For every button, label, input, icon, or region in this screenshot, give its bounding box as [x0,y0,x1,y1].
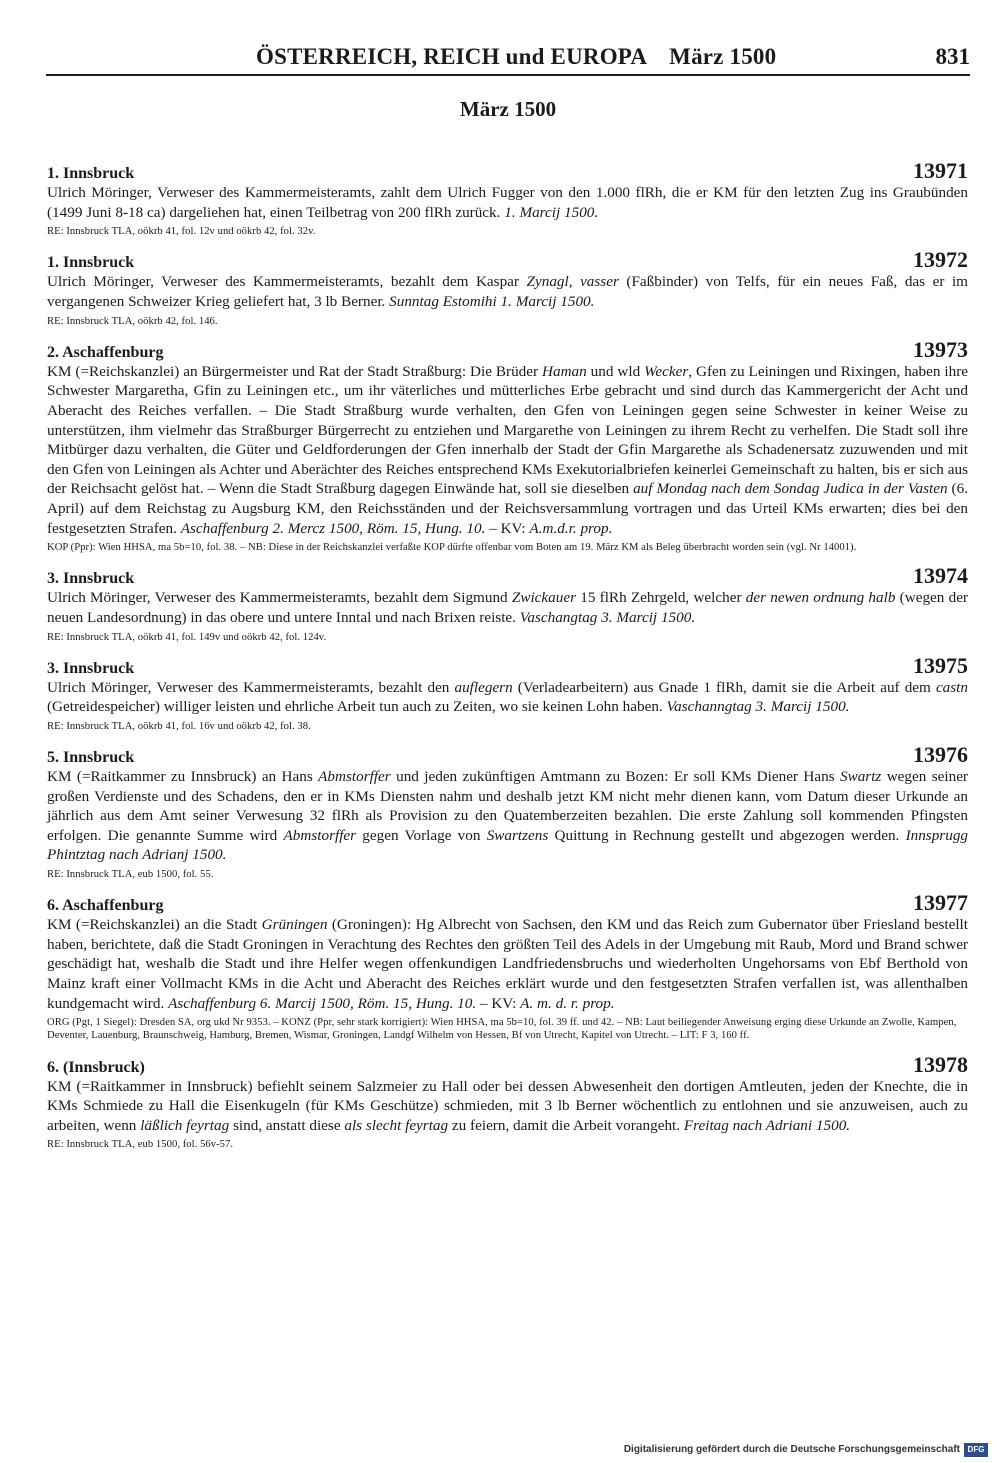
entry-text [47,272,968,311]
entry-text-run: (Getreidespeicher) williger leisten und ehrliche Arbeit tun auch zu Zeiten, wo sie keinen Lohn haben. [47,698,667,716]
regest-entry [47,563,968,643]
entry-text-italic: Swartz [839,768,882,786]
entry-source: RE: Innsbruck TLA, eub 1500, fol. 55. [47,869,214,881]
footer-credit: Digitalisierung gefördert durch die Deutsche Forschungsgemeinschaft [623,1444,960,1455]
entry-text-italic: Vaschanngtag 3. Marcij 1500. [666,698,850,716]
entry-text [47,183,968,222]
entry-date-place: 2. Aschaffenburg [47,343,164,361]
entry-text-run: KM (=Reichskanzlei) an die Stadt [47,916,262,934]
entry-text-run: zu feiern, damit die Arbeit vorangeht. [448,1116,684,1134]
entry-source: KOP (Ppr): Wien HHSA, ma 5b=10, fol. 38. – NB: Diese in der Reichskanzlei verfaßte KOP dürfte offenbar vom Boten am 19. März KM als Beleg überbracht worden sein (vgl. Nr 14001). [47,542,857,554]
entry-source: RE: Innsbruck TLA, oökrb 41, fol. 16v und oökrb 42, fol. 38. [47,720,311,732]
entry-source: RE: Innsbruck TLA, oökrb 42, fol. 146. [47,315,218,327]
footer [598,1443,988,1459]
entry-text-italic: A.m.d.r. prop. [529,519,613,537]
entry-text-italic: A. m. d. r. prop. [520,994,615,1012]
entry-list [47,158,968,1161]
entry-text-run: KM (=Raitkammer zu Innsbruck) an Hans [47,768,319,786]
entry-text-run: wegen seiner großen Verdienste und des Schadens, den er in KMs Diensten nahm und deshalb jetzt KM nicht mehr dienen kann, vom Datum dieser Urkunde an jährlich aus dem Amt seiner Verwesung 32 flRh als Provision zu den Quatemberzeiten bezahlen. Die erste Zahlung soll kommenden Pfingsten erfolgen. Die genannte Summe wird [47,768,968,844]
entry-text [47,767,968,865]
entry-number: 13975 [913,652,968,678]
entry-text-italic: 1. Marcij 1500. [504,203,599,221]
entry-text-italic: als slecht feyrtag [344,1116,449,1134]
entry-header [47,653,968,678]
entry-text [47,588,968,627]
entry-text-run: 15 flRh Zehrgeld, welcher [576,589,746,607]
regest-entry [47,1052,968,1152]
entry-text-run: (Verladearbeitern) aus Gnade 1 flRh, damit sie die Arbeit auf dem [512,678,936,696]
entry-text-run: KM (=Reichskanzlei) an Bürgermeister und Rat der Stadt Straßburg: Die Brüder [47,362,543,380]
regest-entry [47,890,968,1042]
regest-entry [47,337,968,555]
entry-header [47,742,968,767]
entry-number: 13977 [913,890,968,916]
regest-entry [47,653,968,733]
entry-text-run: (wegen der neuen Landesordnung) in das obere und untere Inntal und nach Brixen reiste. [47,589,968,626]
entry-text-run: – KV: [485,519,530,537]
regest-entry [47,742,968,881]
running-head-title [256,44,776,70]
running-head-month: März 1500 [669,44,777,69]
dfg-logo: DFG [964,1443,988,1457]
entry-date-place: 1. Innsbruck [47,165,135,182]
entry-text-run: und jeden zukünftigen Amtmann zu Bozen: Er soll KMs Diener Hans [390,768,840,786]
regest-entry [47,247,968,327]
entry-text-run: (Groningen): Hg Albrecht von Sachsen, den KM und das Reich zum Gubernator über Friesland bestellt haben, berichtete, daß die Stadt Groningen in Verachtung des Rechtes den größten Teil des Adels in der Umgebung mit Raub, Mord und Brand schwer geschädigt hat, weshalb die Stadt und ihre Helfer wegen offenkundigen Landfriedensbruchs und wiederholten Ungehorsams von Ebf Berthold von Mainz kraft einer Vollmacht KMs in die Acht und Aberacht des Reiches erklärt wurde und den festgesetzten Strafen verfallen ist, was allenthalben kundgemacht wird. [47,916,968,1012]
regest-entry [47,158,968,238]
entry-text [47,678,968,717]
entry-text-run: (6. April) auf dem Reichstag zu Augsburg KM, den Reichsständen und der Reichsversammlung vortragen und das Urteil KMs erwarten; dies bei den festgesetzten Strafen. [47,480,968,537]
entry-text-italic: Zwickauer [511,589,576,607]
entry-text-run: (Faßbinder) von Telfs, für ein neues Faß, das er im vergangenen Schweizer Krieg geliefert hat, 3 lb Berner. [47,273,968,310]
entry-text-italic: Grüningen [261,916,328,934]
entry-text-italic: Aschaffenburg 2. Mercz 1500, Röm. 15, Hung. 10. [180,519,486,537]
entry-number: 13971 [913,158,968,183]
entry-text-run: gegen Vorlage von [356,826,487,844]
page-number: 831 [935,44,970,69]
entry-text-italic: Sunntag Estomihi 1. Marcij 1500. [389,292,595,310]
header-rule [46,74,970,76]
entry-date-place: 3. Innsbruck [47,659,135,677]
entry-number: 13974 [913,563,968,589]
entry-number: 13972 [913,247,968,273]
running-head-section: ÖSTERREICH, REICH und EUROPA [256,44,648,69]
entry-text-italic: Aschaffenburg 6. Marcij 1500, Röm. 15, Hung. 10. [168,994,477,1012]
entry-text-run: Ulrich Möringer, Verweser des Kammermeisteramts, bezahlt dem Sigmund [47,589,512,607]
entry-text-run: KM (=Raitkammer in Innsbruck) befiehlt seinem Salzmeier zu Hall oder bei dessen Abwesenheit den dortigen Amtleuten, jeden der Knechte, die in KMs Schmiede zu Hall die Eisenkugeln (für KMs Geschütze) schmieden, mit 3 lb Berner wöchentlich zu entlohnen und sie anzuweisen, auch zu arbeiten, wenn [47,1077,968,1134]
month-heading: März 1500 [459,97,557,121]
entry-source: RE: Innsbruck TLA, oökrb 41, fol. 149v und oökrb 42, fol. 124v. [47,631,327,643]
entry-text [47,1077,968,1136]
entry-header [47,1052,968,1077]
entry-source: RE: Innsbruck TLA, oökrb 41, fol. 12v und oökrb 42, fol. 32v. [47,226,316,238]
entry-number: 13973 [913,336,968,362]
entry-text-italic: Zynagl, vasser [526,273,619,291]
entry-text [47,362,968,538]
entry-text-italic: Abmstorffer [318,768,391,786]
entry-date-place: 5. Innsbruck [47,749,135,767]
entry-date-place: 3. Innsbruck [47,570,135,588]
entry-text-run: – KV: [476,994,521,1012]
entry-date-place: 6. Aschaffenburg [47,897,164,915]
entry-text-run: sind, anstatt diese [229,1116,345,1134]
entry-text-italic: Innsprugg Phintztag nach Adrianj 1500. [47,826,969,864]
entry-text-run: Ulrich Möringer, Verweser des Kammermeisteramts, bezahlt dem Kaspar [47,273,527,291]
entry-text-italic: auf Mondag nach dem Sondag Judica in der Vasten [633,480,948,498]
entry-text [47,915,968,1013]
entry-date-place: 1. Innsbruck [47,254,135,272]
entry-text-italic: castn [935,678,968,696]
entry-number: 13976 [913,742,968,768]
entry-text-italic: Swartzens [486,826,549,844]
entry-text-italic: auflegern [454,678,513,696]
entry-source: RE: Innsbruck TLA, eub 1500, fol. 56v-57. [47,1139,234,1151]
entry-header [47,337,968,362]
entry-date-place: 6. (Innsbruck) [47,1058,145,1076]
entry-text-run: Ulrich Möringer, Verweser des Kammermeisteramts, zahlt dem Ulrich Fugger von den 1.000 flRh, die er KM für den letzten Zug ins Graubünden (1499 Juni 8-18 ca) dargeliehen hat, einen Teilbetrag von 200 flRh zurück. [47,184,968,221]
entry-text-italic: Abmstorffer [283,826,357,844]
entry-header [47,247,968,272]
entry-text-run: , Gfen zu Leiningen und Rixingen, haben ihre Schwester Margaretha, Gfin zu Leiningen etc., um ihr väterliches und mütterliches Erbe gebracht und sind durch das Kammergericht der Acht und Aberacht des Reiches verfallen. – Die Stadt Straßburg wurde verhalten, den Gfen von Leiningen gegen seine Schwester in keiner Weise zu unterstützen, ihm vielmehr das Straßburger Bürgerrecht zu entziehen und Margarethe von Leiningen zu ihrem Recht zu verhelfen. Die Stadt soll ihre Mitbürger dazu verhalten, die Güter und Geldforderungen der Gfen innerhalb der Stadt der Gfin Margarethe als Schadenersatz zuzuwenden und mit den Gfen von Leiningen als Achter und Aberächter des Reiches entsprechend KMs Exekutorialbriefen keinerlei Gemeinschaft zu halten, bis er sich aus der Reichsacht gelöst hat. – Wenn die Stadt Straßburg dagegen Einwände hat, soll sie dieselben [47,362,969,498]
entry-text-italic: Freitag nach Adriani 1500. [683,1116,851,1134]
entry-source: ORG (Pgt, 1 Siegel): Dresden SA, org ukd Nr 9353. – KONZ (Ppr, sehr stark korrigiert): Wien HHSA, ma 5b=10, fol. 39 ff. und 42. – NB: Laut beiliegender Anweisung erging diese Urkunde an Zwolle, Kampen, Deventer, Lauenburg, Braunschweig, Hamburg, Bremen, Wismar, Groningen, Landgf Wilhelm von Hessen, Bf von Utrecht, Kapitel von Utrecht. – LIT: F 3, 160 ff. [47,1017,957,1042]
entry-text-run: Quittung in Rechnung gestellt und abgezogen werden. [548,826,906,844]
entry-text-italic: der newen ordnung halb [745,589,896,607]
entry-text-italic: Vaschangtag 3. Marcij 1500. [519,608,696,626]
entry-text-run: und wld [586,362,645,380]
entry-text-italic: läßlich feyrtag [140,1116,230,1134]
entry-number: 13978 [913,1051,968,1077]
entry-text-italic: Wecker [644,362,689,380]
entry-header [47,890,968,915]
running-head [46,44,970,78]
entry-text-run: Ulrich Möringer, Verweser des Kammermeisteramts, bezahlt den [47,678,455,696]
entry-header [47,563,968,588]
entry-text-italic: Haman [542,362,587,380]
entry-header [47,158,968,183]
